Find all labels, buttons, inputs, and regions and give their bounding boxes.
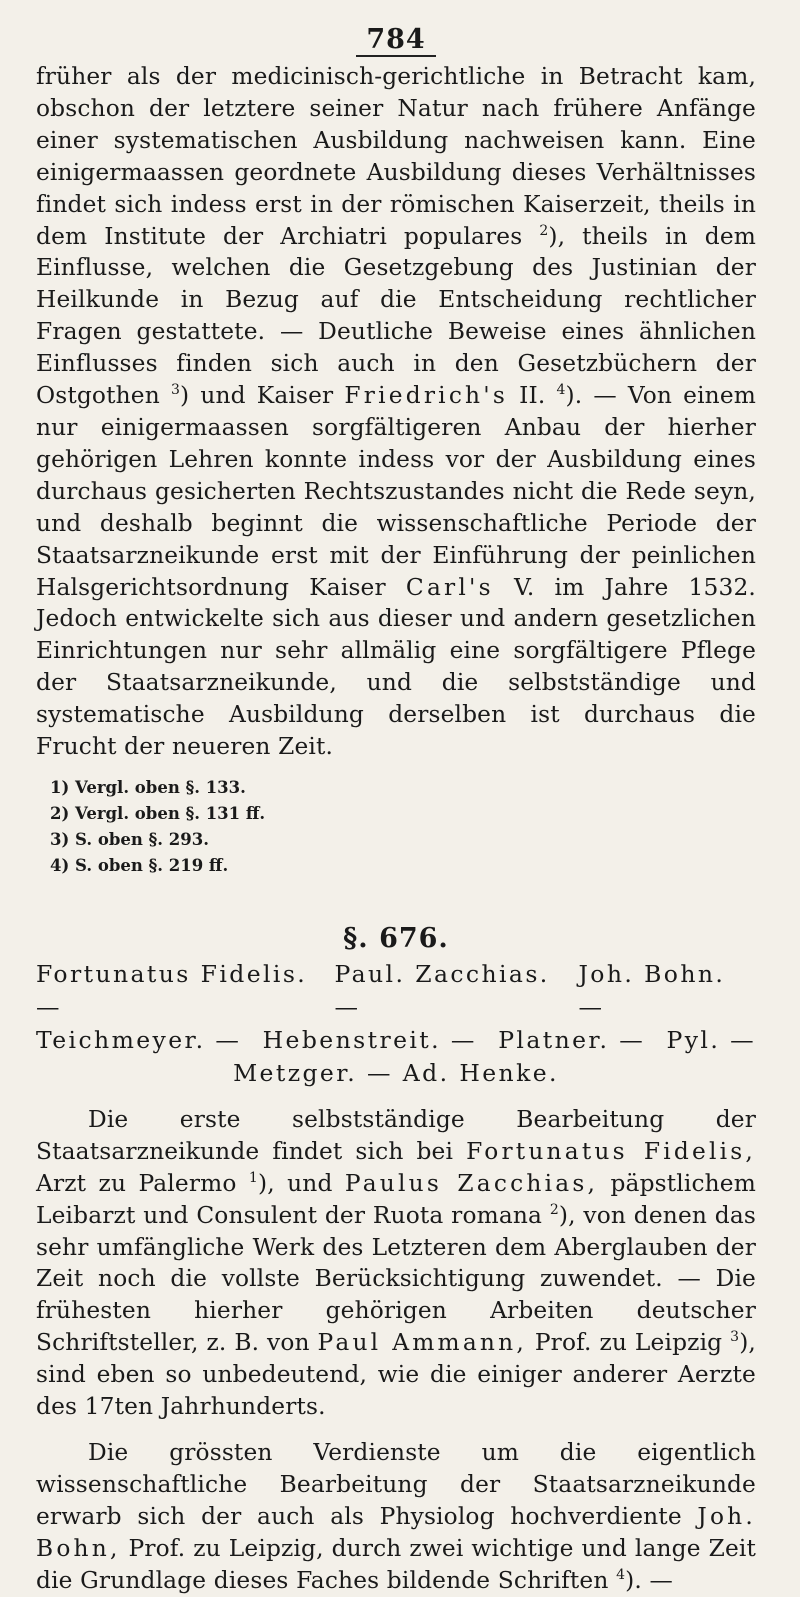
footnote: 1) Vergl. oben §. 133. xyxy=(50,777,246,797)
footnote-ref: 2 xyxy=(549,1201,559,1218)
section-number: §. 676. xyxy=(343,922,449,954)
footnote: 4) S. oben §. 219 ff. xyxy=(50,855,229,875)
footnote-ref: 2 xyxy=(539,222,549,239)
footnote-ref: 3 xyxy=(730,1329,740,1346)
page-number: 784 xyxy=(36,24,756,55)
footnote-ref: 3 xyxy=(170,382,181,399)
footnotes xyxy=(36,775,756,879)
paragraph: Die grössten Verdienste um die eigentlich wissenschaftliche Bearbeitung der Staatsarzneikunde erwarb sich der auch als Physiolog hochverdiente Joh. Bohn, Prof. zu Leipzig, durch zwei wichtige und lange Zeit die Grundlage dieses Faches bildende Schriften $^4$). — xyxy=(36,1439,756,1594)
spaced-name: Carl's xyxy=(405,573,494,601)
footnote-ref: 4 xyxy=(616,1566,626,1583)
spaced-name: Friedrich's xyxy=(344,382,509,410)
spaced-name: Joh. Bohn, xyxy=(36,1502,756,1562)
footnote: 3) S. oben §. 293. xyxy=(50,829,209,849)
spaced-name: Paulus Zacchias, xyxy=(344,1169,599,1197)
footnote-ref: 4 xyxy=(556,382,566,399)
page xyxy=(36,24,756,1597)
paragraph: Die erste selbstständige Bearbeitung der Staatsarzneikunde findet sich bei Fortunatus Fidelis, Arzt zu Palermo $^1$), und Paulus Zacchias, päpstlichem Leibarzt und Consulent der Ruota romana $^2$), von denen das sehr umfängliche Werk des Letzteren dem Aberglauben der Zeit noch die vollste Berücksichtigung zuwendet. — Die frühesten hierher gehörigen Arbeiten deutscher Schriftsteller, z. B. von Paul Ammann, Prof. zu Leipzig $^3$), sind eben so unbedeutend, wie die einiger anderer Aerzte des 17ten Jahrhunderts. xyxy=(36,1105,757,1421)
section-heading: Fortunatus Fidelis. — Paul. Zacchias. — Joh. Bohn. — Teichmeyer. — Hebenstreit. — Platner. — Pyl. — Metzger. — Ad. Henke. xyxy=(36,959,756,1087)
intro-paragraph: früher als der medicinisch-gerichtliche in Betracht kam, obschon der letztere seiner Natur nach frühere Anfänge einer systematischen Ausbildung nachweisen kann. Eine einigermaassen geordnete Ausbildung dieses Verhältnisses findet sich indess erst in der römischen Kaiserzeit, theils in dem Institute der Archiatri populares $^2$), theils in dem Einflusse, welchen die Gesetzgebung des Justinian der Heilkunde in Bezug auf die Entscheidung rechtlicher Fragen gestattete. — Deutliche Beweise eines ähnlichen Einflusses finden sich auch in den Gesetzbüchern der Ostgothen $^3$) und Kaiser Friedrich's II. $^4$). — Von einem nur einigermaassen sorgfältigeren Anbau der hierher gehörigen Lehren konnte indess vor der Ausbildung eines durchaus gesicherten Rechtszustandes nicht die Rede seyn, und deshalb beginnt die wissenschaftliche Periode der Staatsarzneikunde erst mit der Einführung der peinlichen Halsgerichtsordnung Kaiser Carl's V. im Jahre 1532. Jedoch entwickelte sich aus dieser und andern gesetzlichen Einrichtungen nur sehr allmälig eine sorgfältigere Pflege der Staatsarzneikunde, und die selbstständige und systematische Ausbildung derselben ist durchaus die Frucht der neueren Zeit. xyxy=(36,63,757,761)
footnote-ref: 1 xyxy=(248,1169,258,1186)
spaced-name: Fortunatus Fidelis, xyxy=(466,1137,757,1165)
spaced-name: Paul Ammann, xyxy=(317,1329,527,1357)
footnote: 2) Vergl. oben §. 131 ff. xyxy=(50,803,266,823)
